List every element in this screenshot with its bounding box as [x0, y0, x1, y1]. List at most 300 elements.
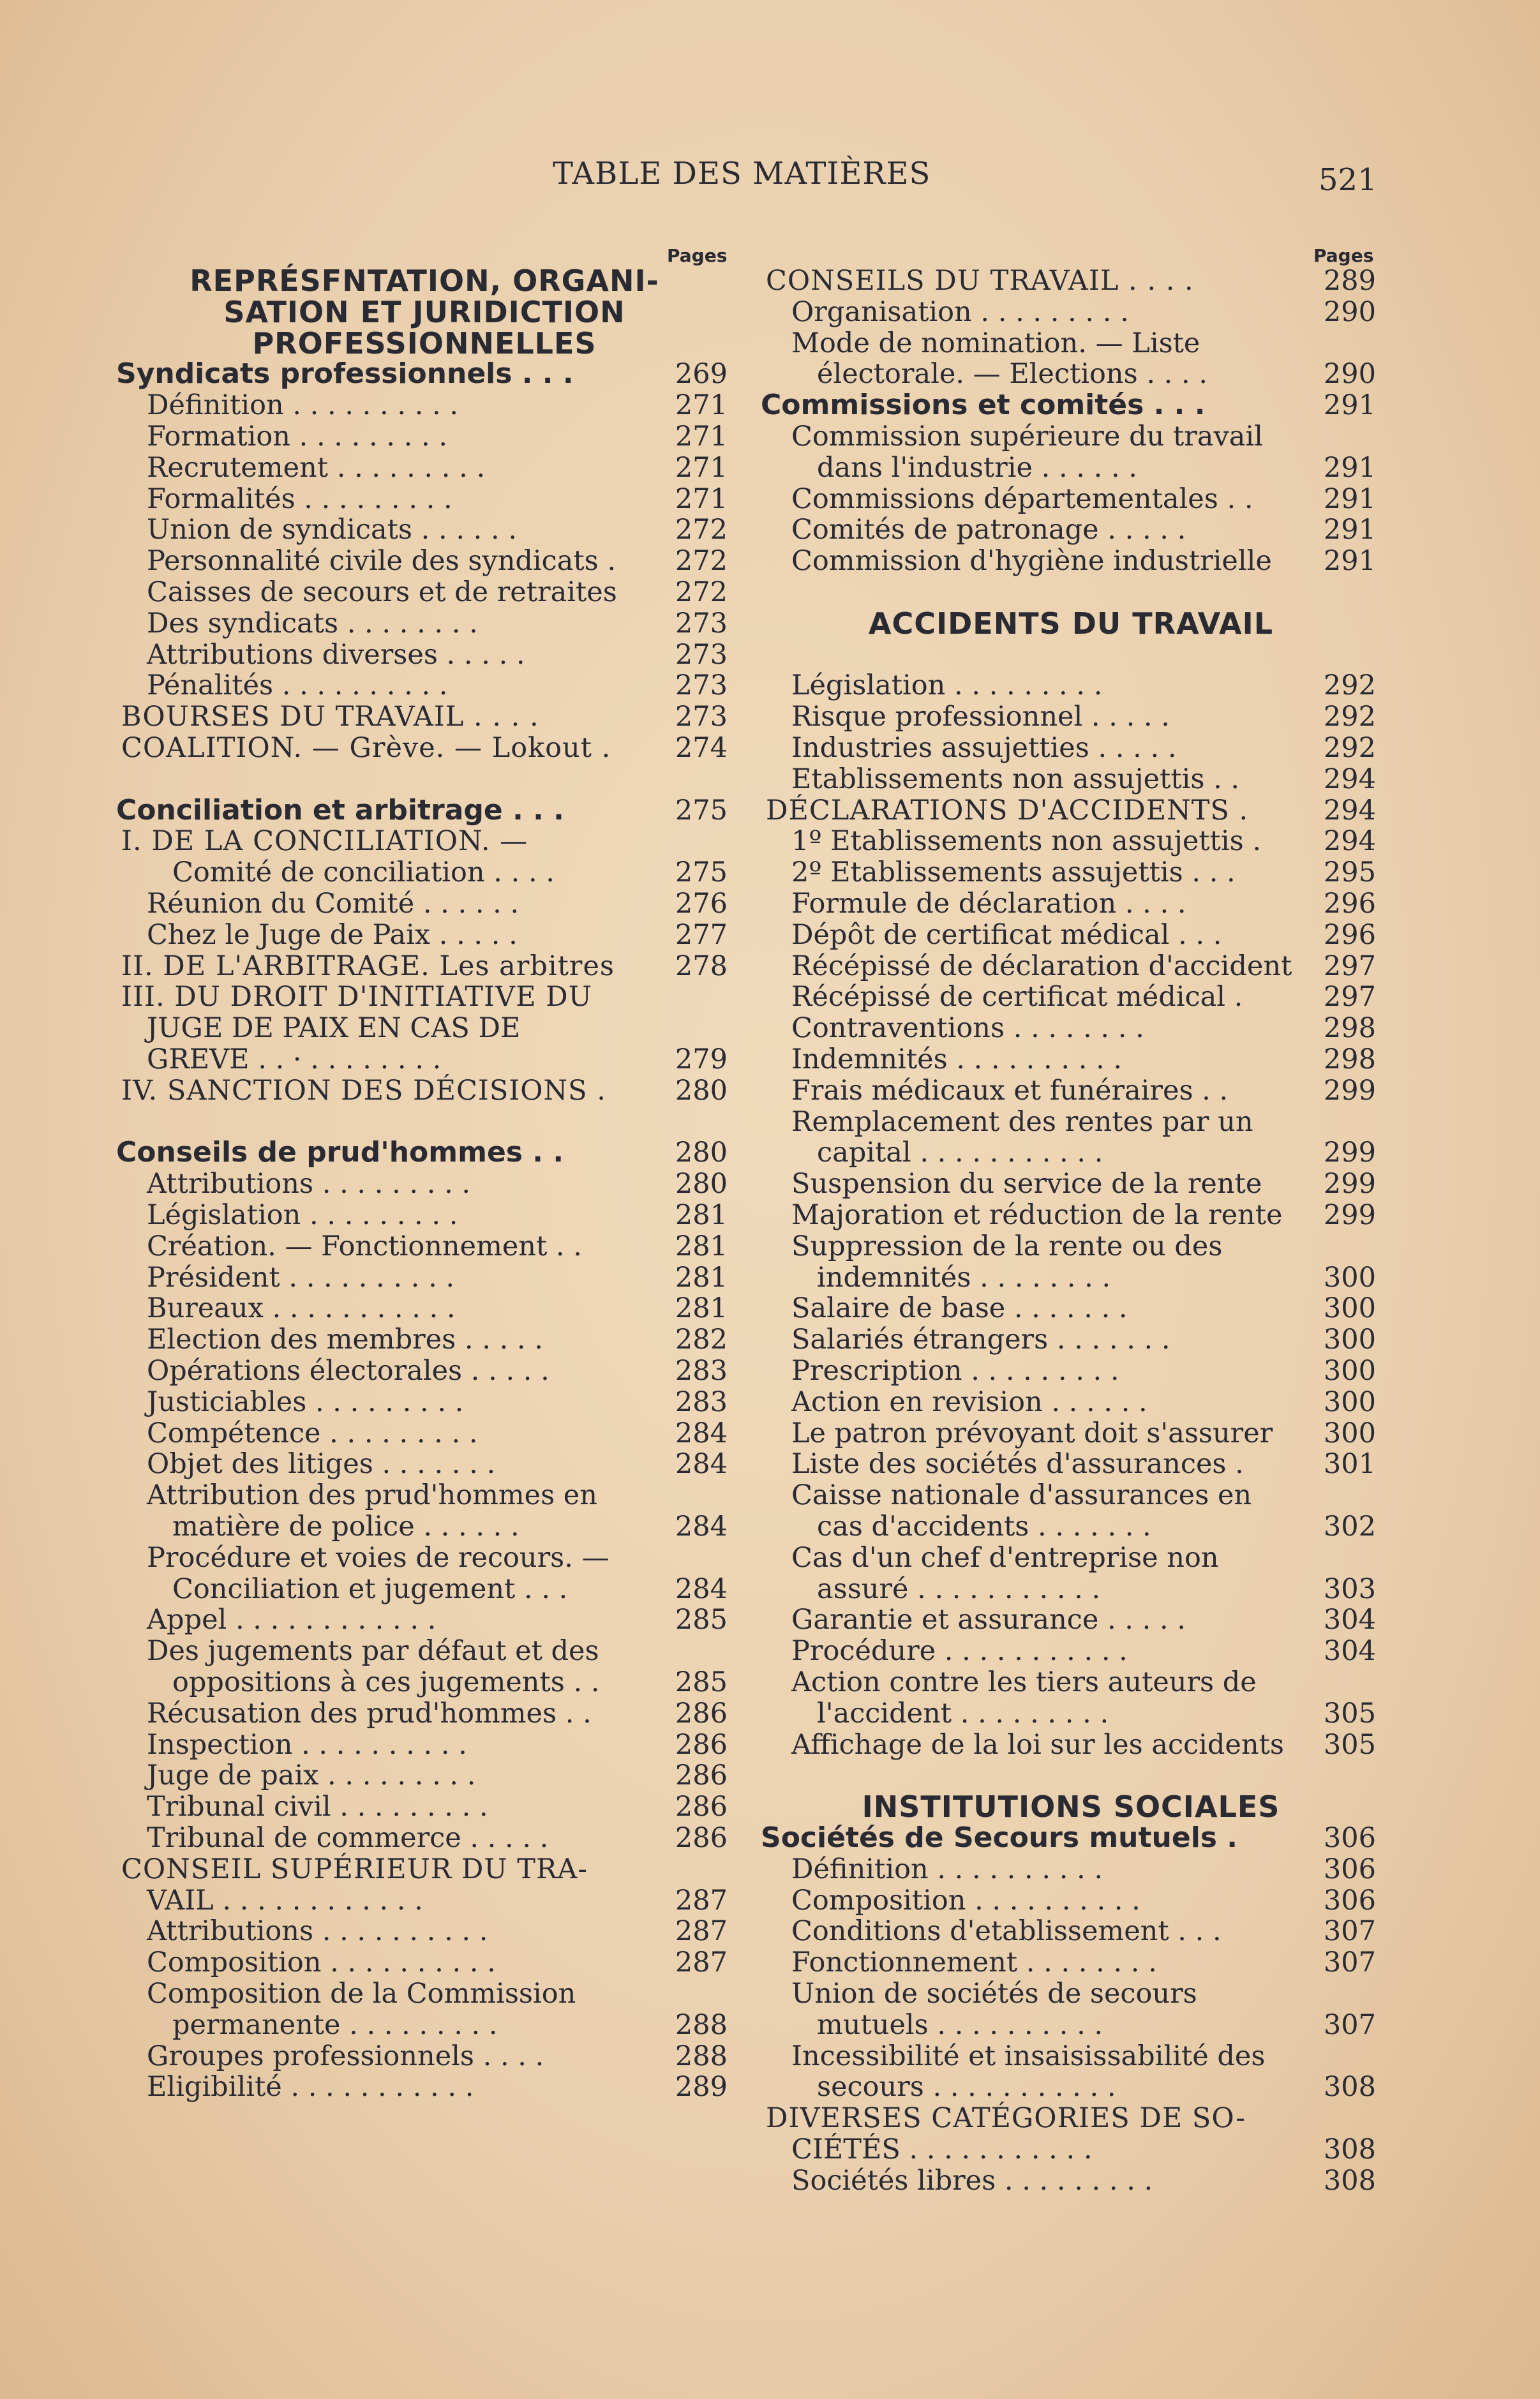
toc-entry	[121, 1729, 728, 1761]
toc-entry-text: Des jugements par défaut et des	[147, 1635, 599, 1668]
toc-entry-text: Salaire de base . . . . . . .	[791, 1292, 1128, 1325]
toc-entry-text: Des syndicats . . . . . . . .	[147, 607, 478, 639]
toc-page-number: 288	[675, 2040, 728, 2072]
toc-entry-text: Comité de conciliation . . . .	[172, 856, 555, 889]
toc-entry	[766, 545, 1376, 577]
toc-entry-text: Action en revision . . . . . .	[791, 1386, 1148, 1418]
toc-entry-text: Récépissé de déclaration d'accident	[791, 950, 1292, 982]
toc-entry-text: dans l'industrie . . . . . .	[817, 451, 1137, 484]
toc-entry	[121, 1666, 728, 1698]
toc-page-number: 281	[675, 1230, 728, 1262]
toc-entry-text: Etablissements non assujettis . .	[791, 763, 1240, 795]
toc-entry	[121, 1448, 728, 1480]
toc-page-number: 308	[1323, 2071, 1376, 2104]
toc-entry	[121, 639, 728, 671]
toc-entry-text: SATION ET JURIDICTION	[223, 294, 625, 329]
toc-entry	[766, 732, 1376, 764]
toc-entry	[121, 389, 728, 421]
toc-entry	[121, 483, 728, 515]
toc-page-number: 276	[675, 888, 728, 920]
toc-page-number: 273	[675, 701, 728, 733]
toc-entry-text: III. DU DROIT D'INITIATIVE DU	[121, 981, 592, 1013]
toc-entry	[121, 1199, 728, 1231]
toc-entry-text: Commission supérieure du travail	[791, 421, 1263, 452]
toc-entry	[121, 2009, 728, 2041]
toc-spacer	[766, 1760, 1376, 1791]
toc-page-number: 277	[675, 918, 728, 951]
toc-entry	[766, 1573, 1376, 1605]
toc-entry-text: Opérations électorales . . . . .	[147, 1355, 549, 1387]
toc-page-number: 278	[675, 950, 728, 982]
toc-entry	[766, 2071, 1376, 2103]
toc-page-number: 289	[1323, 265, 1376, 297]
toc-entry	[766, 1199, 1376, 1231]
toc-entry-text: Attributions . . . . . . . . .	[147, 1168, 471, 1200]
toc-entry-text: cas d'accidents . . . . . . .	[817, 1511, 1151, 1543]
toc-entry-text: Inspection . . . . . . . . . .	[147, 1728, 467, 1761]
toc-page-number: 280	[675, 1137, 728, 1169]
toc-entry	[766, 514, 1376, 546]
toc-page-number: 304	[1323, 1604, 1376, 1636]
toc-page-number: 287	[675, 1947, 728, 1979]
toc-entry	[766, 1978, 1376, 2010]
toc-entry	[121, 1542, 728, 1574]
toc-entry-text: Conditions d'etablissement . . .	[791, 1915, 1222, 1948]
toc-entry	[121, 1635, 728, 1667]
toc-entry-text: Conciliation et jugement . . .	[172, 1573, 568, 1605]
toc-entry-text: secours . . . . . . . . . . .	[817, 2071, 1116, 2104]
toc-entry	[121, 1511, 728, 1543]
toc-page-number: 300	[1323, 1261, 1376, 1294]
toc-entry-text: l'accident . . . . . . . . .	[817, 1697, 1109, 1730]
toc-page-number: 298	[1323, 1043, 1376, 1075]
toc-entry-text: Affichage de la loi sur les accidents	[791, 1728, 1284, 1761]
toc-entry	[766, 2009, 1376, 2041]
toc-entry-text: Récusation des prud'hommes . .	[147, 1697, 592, 1730]
toc-entry	[121, 1853, 728, 1885]
toc-page-number: 308	[1323, 2134, 1376, 2165]
toc-page-number: 284	[675, 1448, 728, 1481]
toc-entry-text: Conciliation et arbitrage . . .	[116, 793, 564, 826]
toc-entry-text: Pénalités . . . . . . . . . .	[147, 669, 448, 702]
pages-label-left: Pages	[667, 245, 728, 266]
toc-page-number: 273	[675, 669, 728, 702]
toc-entry-text: Justiciables . . . . . . . . .	[147, 1386, 464, 1418]
toc-entry-text: Comités de patronage . . . . .	[791, 514, 1186, 546]
toc-entry-text: Indemnités . . . . . . . . . .	[791, 1043, 1123, 1075]
toc-section-heading	[766, 1791, 1376, 1823]
toc-page-number: 284	[675, 1573, 728, 1605]
toc-heading	[761, 389, 1376, 422]
toc-entry-text: 1º Etablissements non assujettis .	[791, 825, 1261, 858]
toc-entry	[766, 1137, 1376, 1169]
toc-page-number: 269	[675, 358, 728, 391]
toc-entry-text: COALITION. — Grève. — Lokout .	[121, 732, 611, 764]
toc-entry	[766, 327, 1376, 359]
toc-page-number: 287	[675, 1884, 728, 1917]
toc-entry	[766, 950, 1376, 982]
toc-page-number: 296	[1323, 918, 1376, 951]
toc-entry	[766, 1915, 1376, 1947]
toc-entry-text: Caisse nationale d'assurances en	[791, 1479, 1252, 1512]
toc-entry	[766, 1542, 1376, 1574]
toc-page-number: 300	[1323, 1324, 1376, 1356]
toc-entry-text: Définition . . . . . . . . . .	[791, 1853, 1103, 1885]
toc-page-number: 280	[675, 1074, 728, 1107]
toc-entry-text: Chez le Juge de Paix . . . . .	[147, 918, 518, 951]
toc-entry-text: Union de sociétés de secours	[791, 1978, 1197, 2010]
toc-entry-text: VAIL . . . . . . . . . . . .	[147, 1884, 423, 1917]
toc-entry-text: Attribution des prud'hommes en	[147, 1479, 597, 1512]
toc-entry	[766, 1043, 1376, 1075]
toc-page-number: 271	[675, 482, 728, 515]
toc-entry-text: Juge de paix . . . . . . . . .	[147, 1760, 476, 1792]
toc-entry	[121, 1915, 728, 1947]
toc-entry-text: Cas d'un chef d'entreprise non	[791, 1541, 1219, 1574]
toc-entry-text: assuré . . . . . . . . . . .	[817, 1573, 1101, 1605]
toc-heading	[761, 1821, 1376, 1854]
toc-entry-text: Syndicats professionnels . . .	[116, 357, 574, 391]
toc-entry	[121, 1043, 728, 1075]
toc-entry	[766, 1511, 1376, 1543]
toc-page-number: 307	[1323, 2008, 1376, 2041]
toc-entry-text: permanente . . . . . . . . .	[172, 2008, 498, 2041]
toc-entry-text: Procédure . . . . . . . . . . .	[791, 1635, 1128, 1668]
toc-entry-text: Formalités . . . . . . . . .	[147, 482, 452, 515]
toc-entry	[766, 1075, 1376, 1107]
toc-page-number: 291	[1323, 545, 1376, 578]
toc-page-number: 285	[675, 1604, 728, 1636]
toc-page-number: 286	[675, 1822, 728, 1854]
toc-page-number: 302	[1323, 1511, 1376, 1543]
toc-page-number: 274	[675, 732, 728, 764]
toc-heading	[116, 357, 728, 391]
toc-page-number: 286	[675, 1760, 728, 1792]
toc-entry	[766, 1168, 1376, 1200]
toc-entry-text: électorale. — Elections . . . .	[817, 358, 1207, 391]
toc-entry	[766, 825, 1376, 857]
toc-entry-text: Formation . . . . . . . . .	[147, 421, 447, 452]
toc-entry-text: ACCIDENTS DU TRAVAIL	[868, 606, 1274, 641]
toc-entry-text: Dépôt de certificat médical . . .	[791, 918, 1222, 951]
toc-entry	[121, 1168, 728, 1200]
toc-page-number: 304	[1323, 1635, 1376, 1668]
toc-entry	[766, 1230, 1376, 1262]
toc-entry-text: Personnalité civile des syndicats .	[147, 545, 617, 578]
toc-entry	[121, 950, 728, 982]
toc-entry	[121, 919, 728, 951]
toc-entry	[121, 1324, 728, 1356]
toc-entry	[121, 2040, 728, 2072]
toc-entry-text: Fonctionnement . . . . . . . .	[791, 1947, 1157, 1979]
toc-entry-text: Réunion du Comité . . . . . .	[147, 888, 520, 920]
toc-page-number: 305	[1323, 1697, 1376, 1730]
toc-section-heading	[766, 608, 1376, 639]
toc-entry	[766, 2165, 1376, 2197]
toc-entry-text: PROFESSIONNELLES	[252, 325, 597, 361]
toc-entry	[766, 919, 1376, 951]
toc-entry	[121, 1012, 728, 1044]
toc-entry-text: Attributions . . . . . . . . . .	[147, 1915, 488, 1948]
toc-entry-text: Risque professionnel . . . . .	[791, 701, 1170, 733]
toc-page-number: 289	[675, 2071, 728, 2104]
toc-entry-text: Tribunal de commerce . . . . .	[147, 1822, 549, 1854]
toc-page-number: 294	[1323, 763, 1376, 795]
toc-entry-text: Législation . . . . . . . . .	[791, 669, 1103, 702]
toc-entry	[121, 1230, 728, 1262]
toc-entry	[121, 1292, 728, 1324]
toc-page-number: 291	[1323, 451, 1376, 484]
toc-entry-text: Président . . . . . . . . . .	[147, 1261, 455, 1294]
toc-entry	[766, 1947, 1376, 1978]
toc-entry-text: Procédure et voies de recours. —	[147, 1541, 609, 1574]
toc-entry	[766, 763, 1376, 795]
toc-entry	[121, 514, 728, 546]
toc-page-number: 271	[675, 421, 728, 452]
toc-entry-text: Sociétés libres . . . . . . . . .	[791, 2164, 1153, 2197]
toc-entry	[766, 1885, 1376, 1917]
toc-entry	[766, 1292, 1376, 1324]
toc-heading	[116, 1136, 728, 1169]
toc-entry-text: Tribunal civil . . . . . . . . .	[147, 1791, 488, 1823]
toc-entry	[766, 2040, 1376, 2072]
toc-entry-text: 2º Etablissements assujettis . . .	[791, 856, 1236, 889]
toc-spacer	[766, 639, 1376, 671]
toc-page-number: 307	[1323, 1947, 1376, 1979]
toc-entry-text: indemnités . . . . . . . .	[817, 1261, 1111, 1294]
toc-entry	[121, 608, 728, 639]
toc-page-number: 300	[1323, 1292, 1376, 1325]
toc-page-number: 283	[675, 1355, 728, 1387]
toc-entry-text: Recrutement . . . . . . . . .	[147, 451, 486, 484]
toc-entry-text: Election des membres . . . . .	[147, 1324, 543, 1356]
toc-entry-text: Suppression de la rente ou des	[791, 1230, 1223, 1262]
toc-page-number: 283	[675, 1386, 728, 1418]
toc-entry-text: INSTITUTIONS SOCIALES	[862, 1790, 1280, 1825]
toc-page-number: 291	[1323, 389, 1376, 422]
toc-entry-text: oppositions à ces jugements . .	[172, 1666, 600, 1698]
toc-entry-text: DIVERSES CATÉGORIES DE SO-	[766, 2102, 1246, 2135]
toc-entry-text: Groupes professionnels . . . .	[147, 2040, 544, 2072]
toc-page-number: 300	[1323, 1355, 1376, 1387]
toc-entry	[121, 1479, 728, 1511]
toc-entry-text: Commissions départementales . .	[791, 482, 1253, 515]
toc-entry	[121, 888, 728, 920]
toc-entry-text: Mode de nomination. — Liste	[791, 327, 1200, 359]
toc-entry-text: mutuels . . . . . . . . . .	[817, 2008, 1103, 2041]
toc-entry	[766, 358, 1376, 390]
toc-page-number: 300	[1323, 1417, 1376, 1449]
toc-page-number: 284	[675, 1417, 728, 1449]
toc-page-number: 286	[675, 1697, 728, 1730]
pages-label-right: Pages	[1313, 245, 1374, 266]
toc-spacer	[121, 1106, 728, 1138]
toc-entry	[121, 1075, 728, 1107]
toc-entry	[121, 981, 728, 1013]
toc-entry-text: Commission d'hygiène industrielle	[791, 545, 1272, 578]
toc-page-number: 290	[1323, 295, 1376, 328]
toc-page-number: 287	[675, 1915, 728, 1948]
toc-section-heading	[121, 296, 728, 328]
toc-page-number: 286	[675, 1728, 728, 1761]
toc-page-number: 303	[1323, 1573, 1376, 1605]
toc-spacer	[766, 576, 1376, 608]
toc-entry	[766, 795, 1376, 826]
toc-entry-text: Salariés étrangers . . . . . . .	[791, 1324, 1170, 1356]
toc-entry-text: GREVE . . · . . . . . . . .	[147, 1043, 442, 1075]
toc-page-number: 296	[1323, 888, 1376, 920]
toc-entry	[121, 1262, 728, 1294]
toc-entry	[121, 421, 728, 452]
toc-page-number: 294	[1323, 794, 1376, 826]
toc-entry-text: Majoration et réduction de la rente	[791, 1199, 1283, 1231]
toc-entry-text: CIÉTÉS . . . . . . . . . . .	[791, 2134, 1093, 2165]
toc-entry	[766, 1324, 1376, 1356]
toc-entry-text: Frais médicaux et funéraires . .	[791, 1074, 1229, 1107]
toc-heading	[116, 793, 728, 826]
toc-entry-text: Garantie et assurance . . . . .	[791, 1604, 1186, 1636]
toc-entry	[121, 1604, 728, 1636]
toc-entry-text: CONSEILS DU TRAVAIL . . . .	[766, 265, 1194, 297]
toc-section-heading	[121, 265, 728, 297]
toc-entry	[121, 825, 728, 857]
toc-entry	[766, 1604, 1376, 1636]
toc-page-number: 275	[675, 794, 728, 826]
toc-entry-text: Récépissé de certificat médical .	[791, 981, 1243, 1013]
toc-entry-text: Composition . . . . . . . . . .	[147, 1947, 496, 1979]
toc-entry-text: Composition . . . . . . . . . .	[791, 1884, 1140, 1917]
toc-entry-text: matière de police . . . . . .	[172, 1511, 520, 1543]
toc-page-number: 281	[675, 1199, 728, 1231]
toc-entry	[121, 701, 728, 733]
toc-entry	[766, 1853, 1376, 1885]
toc-entry	[766, 856, 1376, 888]
toc-entry-text: Conseils de prud'hommes . .	[116, 1136, 564, 1169]
toc-entry-text: Attributions diverses . . . . .	[147, 638, 525, 671]
toc-page-number: 272	[675, 545, 728, 578]
toc-page-number: 286	[675, 1791, 728, 1823]
toc-page-number: 280	[675, 1168, 728, 1200]
toc-entry-text: Incessibilité et insaisissabilité des	[791, 2040, 1266, 2072]
toc-page-number: 307	[1323, 1915, 1376, 1948]
toc-page-number: 272	[675, 576, 728, 608]
toc-page-number: 306	[1323, 1822, 1376, 1854]
toc-entry	[766, 1635, 1376, 1667]
toc-entry-text: Composition de la Commission	[147, 1978, 576, 2010]
toc-entry	[121, 669, 728, 701]
toc-page-number: 271	[675, 389, 728, 422]
running-title: TABLE DES MATIÈRES	[553, 156, 931, 191]
toc-entry-text: Appel . . . . . . . . . . . .	[147, 1604, 437, 1636]
toc-page-number: 299	[1323, 1199, 1376, 1231]
toc-page-number: 282	[675, 1324, 728, 1356]
toc-page-number: 305	[1323, 1728, 1376, 1761]
toc-entry-text: Contraventions . . . . . . . .	[791, 1012, 1144, 1045]
toc-page-number: 299	[1323, 1074, 1376, 1107]
toc-entry	[766, 1448, 1376, 1480]
toc-entry	[121, 1417, 728, 1449]
toc-page-number: 297	[1323, 950, 1376, 982]
toc-page-number: 300	[1323, 1386, 1376, 1418]
toc-page-number: 292	[1323, 669, 1376, 702]
toc-page-number: 297	[1323, 981, 1376, 1013]
toc-section-heading	[121, 327, 728, 359]
toc-entry	[766, 888, 1376, 920]
toc-entry-text: I. DE LA CONCILIATION. —	[121, 825, 528, 858]
toc-page-number: 281	[675, 1292, 728, 1325]
toc-entry	[121, 576, 728, 608]
toc-entry	[766, 2134, 1376, 2165]
toc-entry-text: Bureaux . . . . . . . . . . .	[147, 1292, 456, 1325]
toc-entry	[121, 1822, 728, 1854]
toc-entry	[766, 1666, 1376, 1698]
toc-page-number: 288	[675, 2008, 728, 2041]
toc-page-number: 291	[1323, 482, 1376, 515]
toc-entry	[766, 483, 1376, 515]
toc-entry	[121, 1791, 728, 1823]
toc-page-number: 284	[675, 1511, 728, 1543]
toc-entry-text: Remplacement des rentes par un	[791, 1105, 1253, 1138]
toc-page-number: 301	[1323, 1448, 1376, 1481]
toc-entry-text: Compétence . . . . . . . . .	[147, 1417, 478, 1449]
toc-entry-text: Eligibilité . . . . . . . . . . .	[147, 2071, 474, 2104]
toc-entry-text: II. DE L'ARBITRAGE. Les arbitres	[121, 950, 615, 982]
toc-entry	[766, 1262, 1376, 1294]
toc-entry	[121, 1947, 728, 1978]
toc-entry	[121, 2071, 728, 2103]
toc-entry-text: JUGE DE PAIX EN CAS DE	[147, 1012, 521, 1045]
toc-page-number: 295	[1323, 856, 1376, 889]
toc-spacer	[121, 763, 728, 795]
toc-entry	[766, 1729, 1376, 1761]
toc-entry-text: Sociétés de Secours mutuels .	[761, 1821, 1238, 1854]
toc-page-number: 271	[675, 451, 728, 484]
toc-entry-text: Objet des litiges . . . . . . .	[147, 1448, 496, 1481]
toc-entry	[121, 1698, 728, 1730]
toc-entry-text: capital . . . . . . . . . . .	[817, 1137, 1103, 1169]
toc-entry	[121, 545, 728, 577]
toc-entry	[121, 732, 728, 764]
toc-entry-text: Action contre les tiers auteurs de	[791, 1666, 1257, 1698]
toc-entry-text: Liste des sociétés d'assurances .	[791, 1448, 1244, 1481]
toc-page-number: 298	[1323, 1012, 1376, 1045]
toc-entry	[121, 1386, 728, 1418]
toc-page-number: 306	[1323, 1853, 1376, 1885]
toc-entry-text: DÉCLARATIONS D'ACCIDENTS .	[766, 794, 1249, 826]
toc-entry	[766, 296, 1376, 328]
toc-page-number: 275	[675, 856, 728, 889]
toc-entry	[766, 1355, 1376, 1387]
toc-entry	[766, 669, 1376, 701]
toc-entry	[766, 981, 1376, 1013]
page-number: 521	[1319, 162, 1377, 198]
toc-entry	[766, 1479, 1376, 1511]
toc-entry	[121, 1760, 728, 1791]
toc-entry	[766, 452, 1376, 484]
toc-entry-text: Création. — Fonctionnement . .	[147, 1230, 582, 1262]
toc-entry	[766, 2102, 1376, 2134]
toc-entry	[766, 1106, 1376, 1138]
toc-page-number: 299	[1323, 1137, 1376, 1169]
toc-entry-text: Union de syndicats . . . . . .	[147, 514, 517, 546]
toc-entry-text: REPRÉSFNTATION, ORGANI-	[190, 264, 659, 298]
toc-entry-text: IV. SANCTION DES DÉCISIONS .	[121, 1074, 606, 1107]
toc-entry-text: Organisation . . . . . . . . .	[791, 295, 1129, 328]
toc-entry-text: Législation . . . . . . . . .	[147, 1199, 458, 1231]
toc-page-number: 299	[1323, 1168, 1376, 1200]
toc-entry	[121, 1885, 728, 1917]
toc-page-number: 290	[1323, 358, 1376, 391]
